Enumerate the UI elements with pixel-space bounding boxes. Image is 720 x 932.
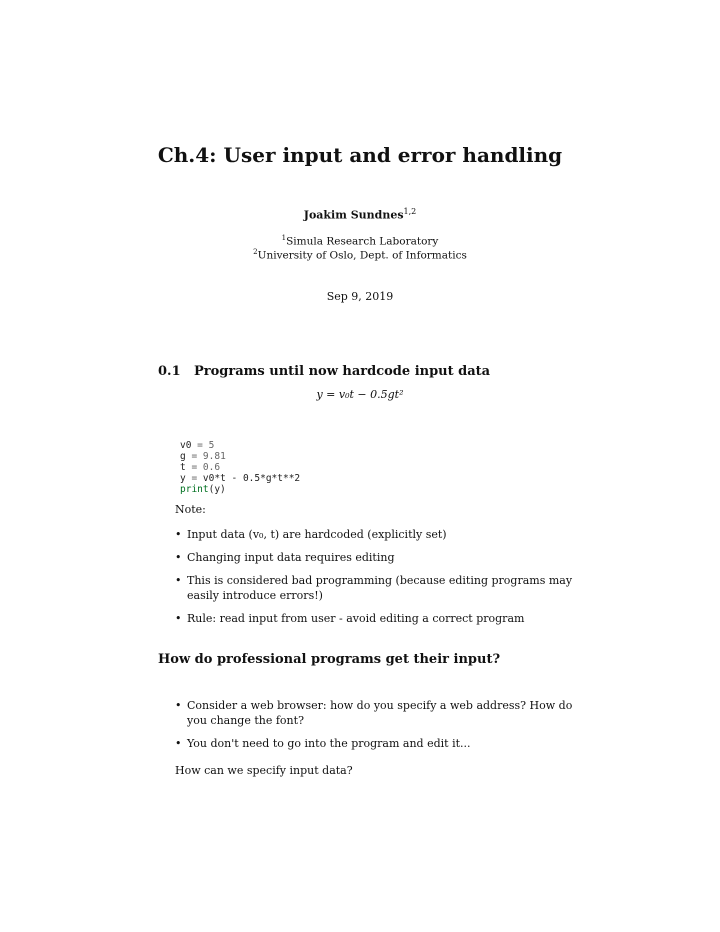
code-line: y = v0*t - 0.5*g*t**2 xyxy=(180,473,301,484)
formula: y = v₀t − 0.5gt² xyxy=(316,388,404,401)
author-name: Joakim Sundnes xyxy=(303,208,404,222)
code-block xyxy=(180,440,300,495)
list-item: • Rule: read input from user - avoid editing a correct program xyxy=(175,611,595,626)
list-item: • This is considered bad programming (because editing programs may easily introduce errors!) xyxy=(175,573,595,603)
code-line: g = 9.81 xyxy=(180,451,226,462)
list-item: • Changing input data requires editing xyxy=(175,550,595,565)
code-line: print(y) xyxy=(180,484,226,495)
affiliation-1-text: Simula Research Laboratory xyxy=(286,235,439,248)
list-item: • Consider a web browser: how do you specify a web address? How do you change the font? xyxy=(175,698,595,728)
author xyxy=(0,207,720,222)
code-line: v0 = 5 xyxy=(180,440,215,451)
closing-question: How can we specify input data? xyxy=(175,764,353,777)
list-item: • You don't need to go into the program and edit it... xyxy=(175,736,595,751)
list-item: • Input data (v₀, t) are hardcoded (explicitly set) xyxy=(175,527,595,542)
affiliation-2-sup: 2 xyxy=(253,248,258,256)
affiliation-1-sup: 1 xyxy=(281,234,287,242)
section-1-heading xyxy=(158,364,490,379)
date: Sep 9, 2019 xyxy=(326,290,394,303)
affiliation-2 xyxy=(0,248,720,262)
affiliation-2-text: University of Oslo, Dept. of Informatics xyxy=(257,249,467,262)
author-superscript: 1,2 xyxy=(403,207,417,216)
section-title: Programs until now hardcode input data xyxy=(194,364,491,379)
section-number: 0.1 xyxy=(158,364,181,379)
note-label: Note: xyxy=(175,503,206,516)
code-line: t = 0.6 xyxy=(180,462,221,473)
page-title: Ch.4: User input and error handling xyxy=(157,143,563,167)
affiliation-1 xyxy=(0,234,720,248)
section-2-heading: How do professional programs get their input? xyxy=(158,652,501,667)
